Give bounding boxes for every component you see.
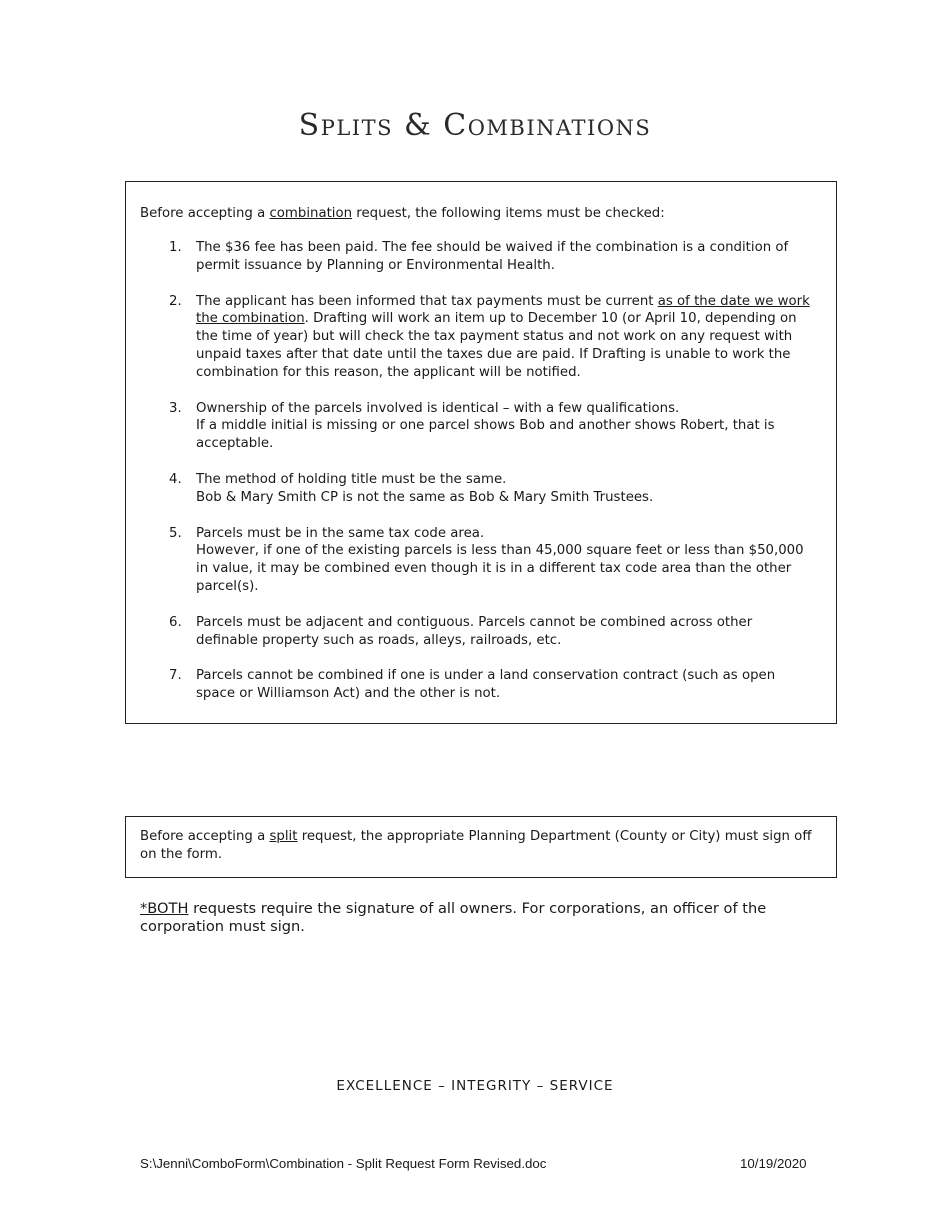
item-text: . Drafting will work an item up to December 10 (or April 10, depending on the time of year) but will check the tax payment status and not work on any request with unpaid taxes after that date until the taxes due are paid. If Drafting is unable to work the combination for this reason, the applicant will be notified. <box>196 311 797 380</box>
both-term: *BOTH <box>140 900 189 917</box>
item-number: 6. <box>169 614 182 630</box>
combination-intro <box>140 205 665 223</box>
list-item <box>140 614 810 650</box>
signature-note-text: requests require the signature of all owners. For corporations, an officer of the corporation must sign. <box>140 900 767 935</box>
item-text: Parcels must be adjacent and contiguous. Parcels cannot be combined across other definable property such as roads, alleys, railroads, etc. <box>196 614 753 648</box>
item-number: 7. <box>169 668 182 684</box>
item-number: 3. <box>169 400 182 416</box>
split-text <box>140 828 820 864</box>
item-text: If a middle initial is missing or one parcel shows Bob and another shows Robert, that is acceptable. <box>196 418 775 452</box>
signature-note <box>140 900 820 936</box>
footer-date: 10/19/2020 <box>740 1156 807 1171</box>
list-item <box>140 293 810 382</box>
split-text-start: Before accepting a <box>140 829 270 844</box>
item-text: Ownership of the parcels involved is identical – with a few qualifications. <box>196 400 680 416</box>
item-text: Parcels cannot be combined if one is under a land conservation contract (such as open space or Williamson Act) and the other is not. <box>196 668 776 702</box>
list-item <box>140 471 810 507</box>
list-item <box>140 400 810 453</box>
intro-text-end: request, the following items must be checked: <box>352 206 665 221</box>
list-item <box>140 239 810 275</box>
list-item <box>140 667 810 703</box>
split-requirements-box <box>125 816 837 878</box>
item-text: The $36 fee has been paid. The fee should be waived if the combination is a condition of permit issuance by Planning or Environmental Health. <box>196 240 789 273</box>
item-text: The method of holding title must be the same. <box>196 471 507 487</box>
motto: EXCELLENCE – INTEGRITY – SERVICE <box>336 1078 614 1094</box>
item-text: However, if one of the existing parcels is less than 45,000 square feet or less than $50,000 in value, it may be combined even though it is in a different tax code area than the other parcel(s). <box>196 543 804 594</box>
item-text: The applicant has been informed that tax payments must be current <box>196 293 658 309</box>
combination-term: combination <box>269 206 353 221</box>
item-text: Parcels must be in the same tax code area. <box>196 525 485 541</box>
combination-requirements-box <box>125 181 837 724</box>
page-title: Splits & Combinations <box>298 108 652 143</box>
item-text-underlined: as of the date we work the combination <box>196 293 810 327</box>
footer-file-path: S:\Jenni\ComboForm\Combination - Split Request Form Revised.doc <box>140 1156 547 1171</box>
list-item <box>140 525 810 596</box>
requirements-list <box>140 239 810 721</box>
item-text: Bob & Mary Smith CP is not the same as Bob & Mary Smith Trustees. <box>196 489 654 505</box>
item-number: 2. <box>169 293 182 309</box>
item-number: 1. <box>169 240 182 255</box>
item-number: 5. <box>169 525 182 541</box>
split-text-end: request, the appropriate Planning Department (County or City) must sign off on the form. <box>140 829 812 862</box>
intro-text: Before accepting a <box>140 206 270 221</box>
split-term: split <box>269 829 298 844</box>
item-number: 4. <box>169 471 182 487</box>
